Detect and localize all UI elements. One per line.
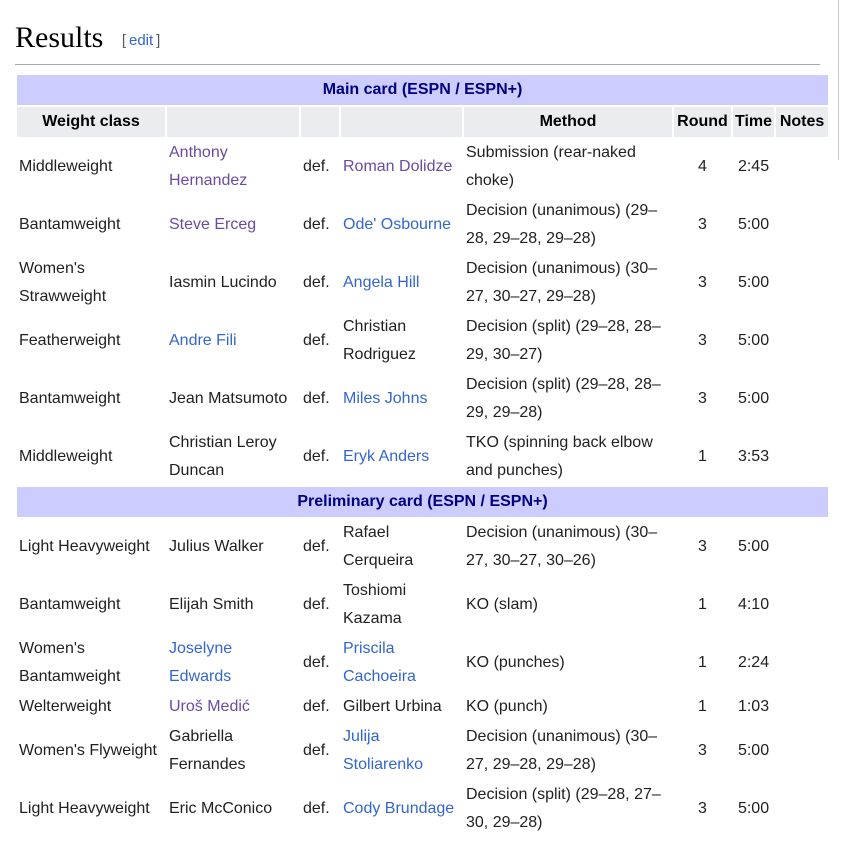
method-cell: TKO (spinning back elbow and punches): [466, 434, 653, 479]
col-weight-class: Weight class: [17, 107, 165, 137]
winner-cell: Iasmin Lucindo: [169, 274, 277, 291]
notes-cell: [776, 255, 828, 311]
col-winner: [167, 107, 299, 137]
def-cell: def.: [303, 742, 330, 759]
col-method: Method: [464, 107, 672, 137]
method-cell: KO (slam): [466, 596, 538, 613]
main-card-title: Main card (ESPN / ESPN+): [17, 75, 828, 105]
loser-cell[interactable]: Ode' Osbourne: [343, 216, 452, 233]
method-cell: KO (punch): [466, 698, 548, 715]
loser-cell: Toshiomi Kazama: [343, 582, 407, 627]
method-cell: Decision (unanimous) (30–27, 30–27, 29–28): [466, 260, 658, 305]
weight-class-cell: Middleweight: [19, 448, 113, 465]
method-cell: KO (punches): [466, 654, 565, 671]
notes-cell: [776, 197, 828, 253]
def-cell: def.: [303, 332, 330, 349]
def-cell: def.: [303, 448, 330, 465]
loser-cell: Gilbert Urbina: [343, 698, 442, 715]
winner-cell[interactable]: Joselyne Edwards: [169, 640, 233, 685]
time-cell: 5:00: [737, 274, 770, 291]
round-cell: 3: [698, 274, 707, 291]
col-loser: [341, 107, 462, 137]
table-row: [17, 255, 828, 311]
col-time: Time: [733, 107, 774, 137]
method-cell: Decision (split) (29–28, 28–29, 30–27): [466, 318, 661, 363]
table-row: [17, 313, 828, 369]
time-cell: 3:53: [737, 448, 770, 465]
loser-cell: Christian Rodriguez: [343, 318, 416, 363]
round-cell: 3: [698, 390, 707, 407]
table-row: [17, 139, 828, 195]
def-cell: def.: [303, 390, 330, 407]
method-cell: Decision (split) (29–28, 28–29, 29–28): [466, 376, 661, 421]
time-cell: 5:00: [737, 332, 770, 349]
method-cell: Decision (unanimous) (30–27, 29–28, 29–28): [466, 728, 658, 773]
round-cell: 3: [698, 742, 707, 759]
round-cell: 1: [698, 698, 707, 715]
weight-class-cell: Bantamweight: [19, 390, 121, 407]
notes-cell: [776, 723, 828, 779]
winner-cell: Christian Leroy Duncan: [169, 434, 277, 479]
def-cell: def.: [303, 800, 330, 817]
table-row: [17, 723, 828, 779]
weight-class-cell: Light Heavyweight: [19, 800, 150, 817]
table-row: [17, 781, 828, 837]
col-round: Round: [674, 107, 731, 137]
round-cell: 3: [698, 800, 707, 817]
winner-cell: Jean Matsumoto: [169, 390, 288, 407]
winner-cell[interactable]: Steve Erceg: [169, 216, 257, 233]
loser-cell[interactable]: Eryk Anders: [343, 448, 430, 465]
col-notes: Notes: [776, 107, 828, 137]
def-cell: def.: [303, 698, 330, 715]
edit-section: [122, 32, 161, 49]
notes-cell: [776, 519, 828, 575]
method-cell: Decision (unanimous) (29–28, 29–28, 29–28): [466, 202, 658, 247]
winner-cell: Gabriella Fernandes: [169, 728, 246, 773]
round-cell: 3: [698, 538, 707, 555]
notes-cell: [776, 635, 828, 691]
round-cell: 1: [698, 596, 707, 613]
def-cell: def.: [303, 158, 330, 175]
prelim-card-header-row: [17, 487, 828, 517]
weight-class-cell: Women's Flyweight: [19, 742, 157, 759]
method-cell: Decision (unanimous) (30–27, 30–27, 30–26): [466, 524, 658, 569]
loser-cell: Rafael Cerqueira: [343, 524, 414, 569]
prelim-card-title: Preliminary card (ESPN / ESPN+): [17, 487, 828, 517]
time-cell: 5:00: [737, 390, 770, 407]
loser-cell[interactable]: Cody Brundage: [343, 800, 455, 817]
results-table: [15, 73, 830, 839]
table-row: [17, 197, 828, 253]
results-table-body: [17, 75, 828, 837]
round-cell: 1: [698, 448, 707, 465]
winner-cell: Elijah Smith: [169, 596, 254, 613]
edit-link[interactable]: edit: [128, 32, 154, 49]
winner-cell[interactable]: Anthony Hernandez: [169, 144, 248, 189]
time-cell: 2:45: [737, 158, 770, 175]
time-cell: 2:24: [737, 654, 770, 671]
def-cell: def.: [303, 216, 330, 233]
round-cell: 3: [698, 216, 707, 233]
table-row: [17, 635, 828, 691]
notes-cell: [776, 577, 828, 633]
notes-cell: [776, 693, 828, 721]
loser-cell[interactable]: Miles Johns: [343, 390, 428, 407]
def-cell: def.: [303, 654, 330, 671]
time-cell: 5:00: [737, 216, 770, 233]
edit-bracket-close: ]: [156, 32, 161, 49]
weight-class-cell: Bantamweight: [19, 216, 121, 233]
weight-class-cell: Women's Bantamweight: [19, 640, 121, 685]
loser-cell[interactable]: Julija Stoliarenko: [343, 728, 424, 773]
table-row: [17, 577, 828, 633]
winner-cell[interactable]: Andre Fili: [169, 332, 237, 349]
weight-class-cell: Welterweight: [19, 698, 112, 715]
def-cell: def.: [303, 596, 330, 613]
winner-cell: Julius Walker: [169, 538, 264, 555]
weight-class-cell: Light Heavyweight: [19, 538, 150, 555]
weight-class-cell: Bantamweight: [19, 596, 121, 613]
method-cell: Decision (split) (29–28, 27–30, 29–28): [466, 786, 661, 831]
notes-cell: [776, 429, 828, 485]
time-cell: 5:00: [737, 800, 770, 817]
table-row: [17, 519, 828, 575]
scrollbar[interactable]: [838, 0, 846, 160]
def-cell: def.: [303, 538, 330, 555]
loser-cell[interactable]: Roman Dolidze: [343, 158, 453, 175]
notes-cell: [776, 139, 828, 195]
table-row: [17, 429, 828, 485]
notes-cell: [776, 371, 828, 427]
column-header-row: [17, 107, 828, 137]
loser-cell[interactable]: Priscila Cachoeira: [343, 640, 416, 685]
col-def: [301, 107, 339, 137]
weight-class-cell: Women's Strawweight: [19, 260, 107, 305]
notes-cell: [776, 781, 828, 837]
edit-bracket-open: [: [121, 32, 126, 49]
winner-cell: Eric McConico: [169, 800, 273, 817]
round-cell: 3: [698, 332, 707, 349]
section-title: Results: [15, 21, 104, 54]
section-heading: [15, 16, 820, 65]
time-cell: 4:10: [737, 596, 770, 613]
time-cell: 5:00: [737, 538, 770, 555]
loser-cell[interactable]: Angela Hill: [343, 274, 420, 291]
weight-class-cell: Middleweight: [19, 158, 113, 175]
round-cell: 4: [698, 158, 707, 175]
time-cell: 1:03: [737, 698, 770, 715]
def-cell: def.: [303, 274, 330, 291]
method-cell: Submission (rear-naked choke): [466, 144, 636, 189]
main-card-header-row: [17, 75, 828, 105]
table-row: [17, 693, 828, 721]
weight-class-cell: Featherweight: [19, 332, 121, 349]
winner-cell[interactable]: Uroš Medić: [169, 698, 250, 715]
time-cell: 5:00: [737, 742, 770, 759]
notes-cell: [776, 313, 828, 369]
table-row: [17, 371, 828, 427]
round-cell: 1: [698, 654, 707, 671]
